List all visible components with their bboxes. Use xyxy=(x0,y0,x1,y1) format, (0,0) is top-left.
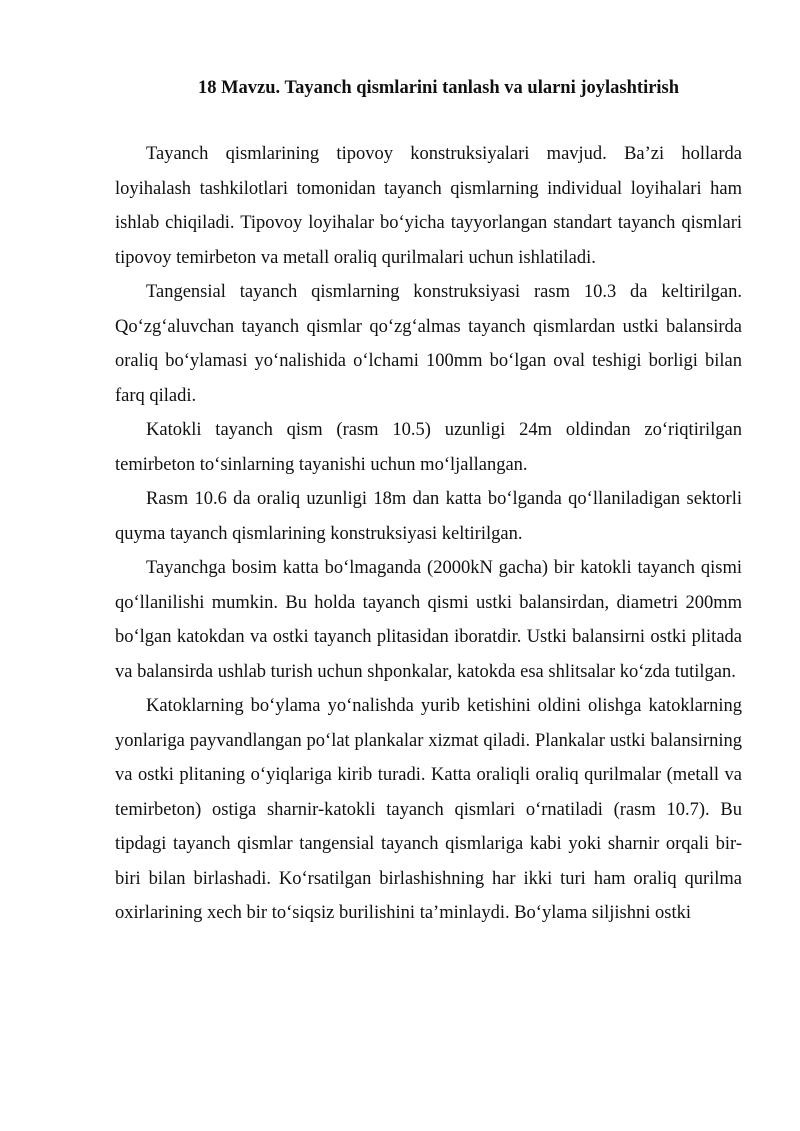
paragraph-2: Tangensial tayanch qismlarning konstruksiyasi rasm 10.3 da keltirilgan. Qo‘zg‘aluvchan tayanch qismlar qo‘zg‘almas tayanch qismlardan ustki balansirda oraliq bo‘ylamasi yo‘nalishida o‘lchami 100mm bo‘lgan oval teshigi borligi bilan farq qiladi. xyxy=(115,282,742,406)
document-page xyxy=(115,0,742,931)
paragraph-5: Tayanchga bosim katta bo‘lmaganda (2000kN gacha) bir katokli tayanch qismi qo‘llanilishi mumkin. Bu holda tayanch qismi ustki balansirdan, diametri 200mm bo‘lgan katokdan va ostki tayanch plitasidan iboratdir. Ustki balansirni ostki plitada va balansirda ushlab turish uchun shponkalar, katokda esa shlitsalar ko‘zda tutilgan. xyxy=(115,558,742,682)
paragraph-1: Tayanch qismlarining tipovoy konstruksiyalari mavjud. Ba’zi hollarda loyihalash tashkilotlari tomonidan tayanch qismlarning individual loyihalari ham ishlab chiqiladi. Tipovoy loyihalar bo‘yicha tayyorlangan standart tayanch qismlari tipovoy temirbeton va metall oraliq qurilmalari uchun ishlatiladi. xyxy=(115,144,742,268)
paragraph-6: Katoklarning bo‘ylama yo‘nalishda yurib ketishini oldini olishga katoklarning yonlariga payvandlangan po‘lat plankalar xizmat qiladi. Plankalar ustki balansirning va ostki plitaning o‘yiqlariga kirib turadi. Katta oraliqli oraliq qurilmalar (metall va temirbeton) ostiga sharnir-katokli tayanch qismlari o‘rnatiladi (rasm 10.7). Bu tipdagi tayanch qismlar tangensial tayanch qismlariga kabi yoki sharnir orqali bir-biri bilan birlashadi. Ko‘rsatilgan birlashishning har ikki turi ham oraliq qurilma oxirlarining xech bir to‘siqsiz burilishini ta’minlaydi. Bo‘ylama siljishni ostki xyxy=(115,696,742,923)
paragraph-4: Rasm 10.6 da oraliq uzunligi 18m dan katta bo‘lganda qo‘llaniladigan sektorli quyma tayanch qismlarining konstruksiyasi keltirilgan. xyxy=(115,489,742,544)
document-body xyxy=(115,137,742,931)
page-title: 18 Mavzu. Tayanch qismlarini tanlash va ularni joylashtirish xyxy=(197,78,680,98)
paragraph-3: Katokli tayanch qism (rasm 10.5) uzunligi 24m oldindan zo‘riqtirilgan temirbeton to‘sinlarning tayanishi uchun mo‘ljallangan. xyxy=(115,420,742,475)
